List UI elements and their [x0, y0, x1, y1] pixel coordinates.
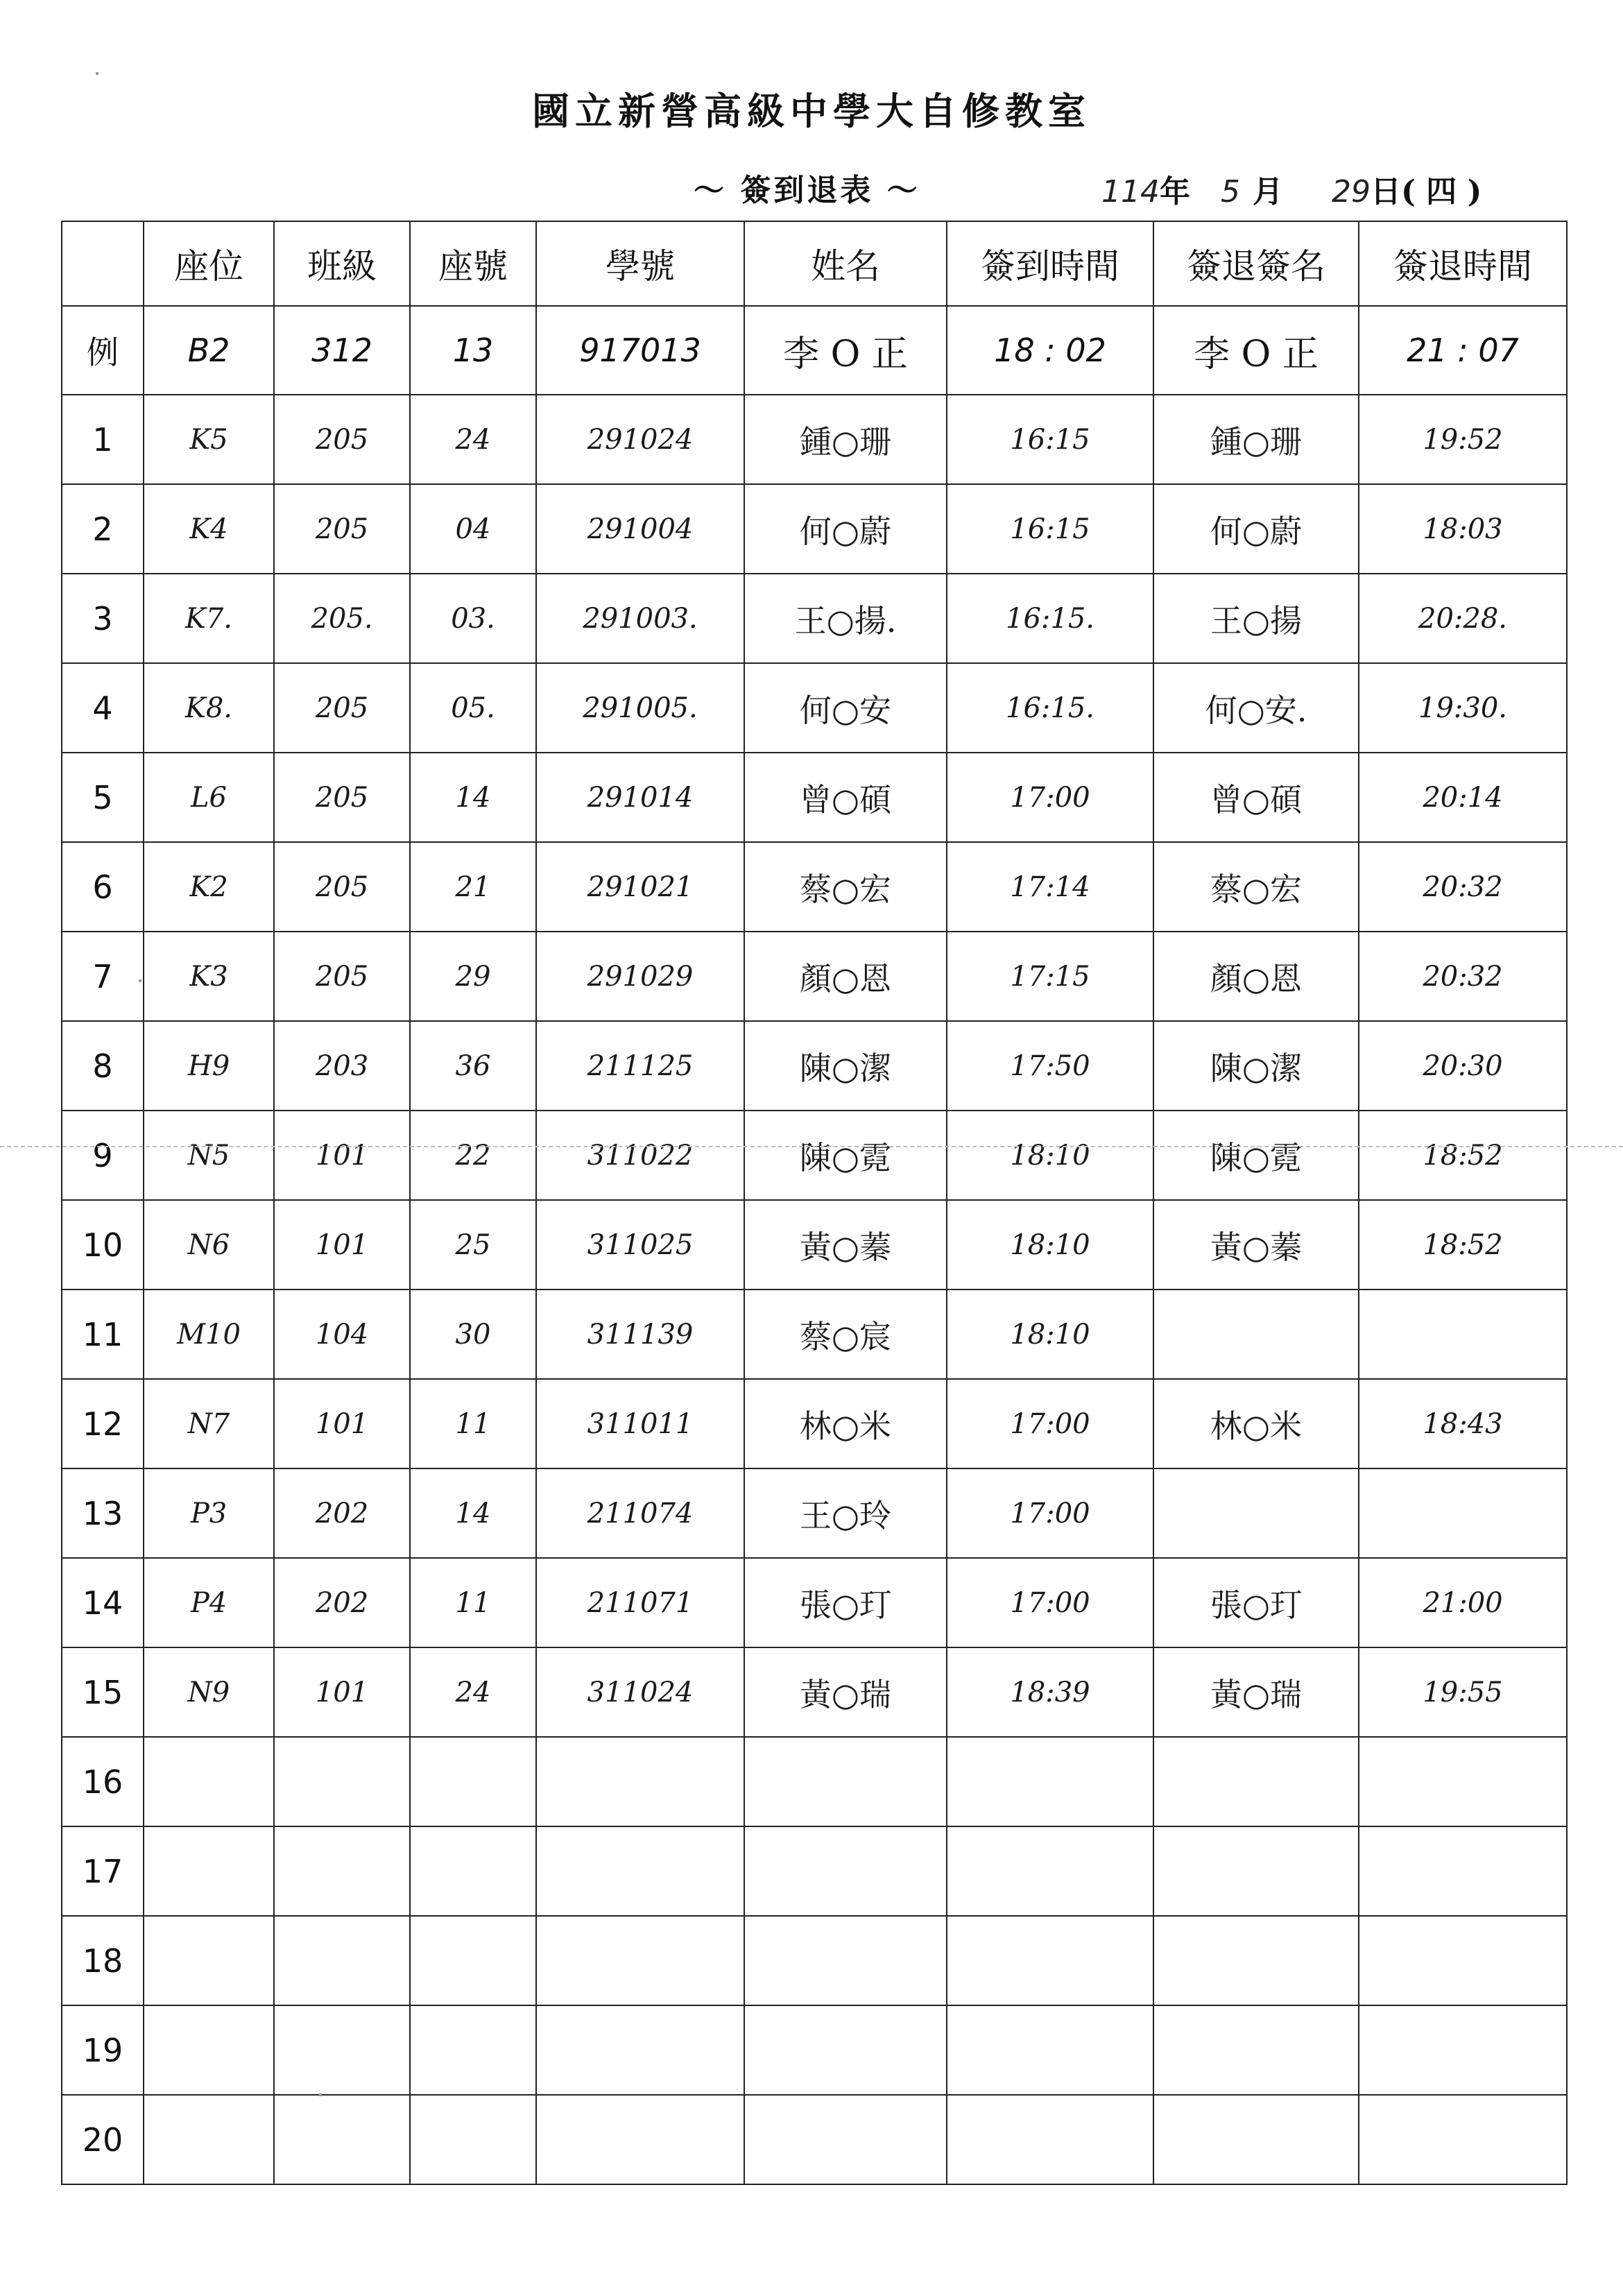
date-day: 29: [1331, 174, 1371, 209]
cell-name: 陳○潔: [744, 1021, 947, 1111]
header-index: [62, 221, 144, 306]
header-class: 班級: [274, 221, 410, 306]
cell-sign-out-signature: 何○安.: [1153, 663, 1359, 753]
cell-sign-out-time: 20:32: [1359, 842, 1567, 932]
cell-sign-in-time: [947, 2095, 1153, 2184]
header-name: 姓名: [744, 221, 947, 306]
cell-sign-out-signature: [1153, 1290, 1359, 1379]
cell-seat-number: 21: [410, 842, 536, 932]
cell-student-id: 291004: [536, 484, 744, 574]
cell-sign-out-time: [1359, 2005, 1567, 2095]
cell-seat: K2: [144, 842, 274, 932]
cell-class: 205: [274, 395, 410, 484]
example-seat: B2: [144, 306, 274, 395]
cell-sign-in-time: 17:00: [947, 1558, 1153, 1647]
row-index: 12: [62, 1379, 144, 1468]
cell-seat: K3: [144, 932, 274, 1021]
date-year-unit: 年: [1159, 174, 1190, 209]
cell-seat-number: [410, 2095, 536, 2184]
row-index: 20: [62, 2095, 144, 2184]
cell-sign-in-time: 18:10: [947, 1200, 1153, 1290]
cell-name: 王○揚.: [744, 574, 947, 663]
cell-student-id: 311025: [536, 1200, 744, 1290]
table-row: [62, 2095, 1567, 2184]
cell-sign-out-signature: 林○米: [1153, 1379, 1359, 1468]
cell-seat-number: [410, 2005, 536, 2095]
cell-sign-out-signature: 何○蔚: [1153, 484, 1359, 574]
row-index: 16: [62, 1737, 144, 1826]
cell-sign-in-time: 17:00: [947, 753, 1153, 842]
date-month: 5: [1220, 174, 1240, 209]
cell-class: [274, 1737, 410, 1826]
cell-seat-number: 29: [410, 932, 536, 1021]
cell-sign-in-time: 16:15.: [947, 663, 1153, 753]
cell-student-id: [536, 2095, 744, 2184]
header-sign-out-signature: 簽退簽名: [1153, 221, 1359, 306]
cell-sign-out-signature: [1153, 1737, 1359, 1826]
cell-class: 101: [274, 1379, 410, 1468]
cell-seat: H9: [144, 1021, 274, 1111]
cell-sign-in-time: 16:15: [947, 395, 1153, 484]
cell-student-id: [536, 1737, 744, 1826]
cell-name: [744, 1737, 947, 1826]
example-sign-out-signature: 李 O 正: [1153, 306, 1359, 395]
cell-name: 顏○恩: [744, 932, 947, 1021]
cell-sign-in-time: 16:15.: [947, 574, 1153, 663]
row-index: 8: [62, 1021, 144, 1111]
row-index: 14: [62, 1558, 144, 1647]
table-row: [62, 1916, 1567, 2005]
cell-seat-number: 25: [410, 1200, 536, 1290]
cell-student-id: 291024: [536, 395, 744, 484]
cell-sign-in-time: 18:10: [947, 1290, 1153, 1379]
row-index: 15: [62, 1647, 144, 1737]
table-header-row: [62, 221, 1567, 306]
cell-name: 王○玲: [744, 1468, 947, 1558]
cell-seat: L6: [144, 753, 274, 842]
cell-sign-out-time: [1359, 1826, 1567, 1916]
cell-seat: K8.: [144, 663, 274, 753]
cell-sign-out-time: 20:30: [1359, 1021, 1567, 1111]
cell-class: 205: [274, 484, 410, 574]
row-index: 17: [62, 1826, 144, 1916]
cell-seat: M10: [144, 1290, 274, 1379]
example-sign-out-time: 21 : 07: [1359, 306, 1567, 395]
cell-seat-number: 03.: [410, 574, 536, 663]
cell-class: 203: [274, 1021, 410, 1111]
cell-student-id: 211125: [536, 1021, 744, 1111]
cell-student-id: [536, 1826, 744, 1916]
cell-name: 張○玎: [744, 1558, 947, 1647]
row-index: 19: [62, 2005, 144, 2095]
cell-sign-in-time: [947, 1737, 1153, 1826]
cell-seat: K4: [144, 484, 274, 574]
cell-class: 205: [274, 753, 410, 842]
cell-student-id: 291003.: [536, 574, 744, 663]
cell-seat-number: 30: [410, 1290, 536, 1379]
cell-sign-in-time: 17:50: [947, 1021, 1153, 1111]
cell-sign-in-time: [947, 1916, 1153, 2005]
cell-sign-out-signature: 鍾○珊: [1153, 395, 1359, 484]
cell-name: 何○安: [744, 663, 947, 753]
header-sign-in-time: 簽到時間: [947, 221, 1153, 306]
cell-student-id: [536, 1916, 744, 2005]
scan-dot: [96, 72, 98, 75]
table-row: [62, 2005, 1567, 2095]
cell-sign-out-signature: [1153, 2005, 1359, 2095]
cell-seat-number: 24: [410, 395, 536, 484]
cell-class: 205: [274, 932, 410, 1021]
cell-student-id: 311024: [536, 1647, 744, 1737]
cell-sign-out-time: 18:52: [1359, 1200, 1567, 1290]
cell-sign-in-time: 18:39: [947, 1647, 1153, 1737]
cell-sign-out-time: 21:00: [1359, 1558, 1567, 1647]
cell-sign-out-time: 20:32: [1359, 932, 1567, 1021]
date-month-unit: 月: [1252, 174, 1283, 209]
table-row: [62, 574, 1567, 663]
cell-class: [274, 1916, 410, 2005]
header-seat-number: 座號: [410, 221, 536, 306]
cell-sign-out-signature: 張○玎: [1153, 1558, 1359, 1647]
cell-student-id: 211071: [536, 1558, 744, 1647]
cell-name: [744, 2005, 947, 2095]
cell-name: 陳○霓: [744, 1111, 947, 1200]
sign-in-out-table: [61, 221, 1568, 2185]
cell-sign-in-time: 17:14: [947, 842, 1153, 932]
cell-name: 鍾○珊: [744, 395, 947, 484]
cell-name: 曾○碩: [744, 753, 947, 842]
table-row: [62, 1647, 1567, 1737]
cell-class: [274, 2005, 410, 2095]
cell-student-id: 291021: [536, 842, 744, 932]
example-class: 312: [274, 306, 410, 395]
cell-seat-number: 11: [410, 1558, 536, 1647]
cell-name: [744, 1826, 947, 1916]
cell-name: 何○蔚: [744, 484, 947, 574]
date-year: 114: [1101, 174, 1160, 209]
cell-class: 101: [274, 1111, 410, 1200]
cell-sign-in-time: 16:15: [947, 484, 1153, 574]
cell-class: 202: [274, 1468, 410, 1558]
row-index: 1: [62, 395, 144, 484]
table-row: [62, 753, 1567, 842]
table-row: [62, 842, 1567, 932]
table-row: [62, 1826, 1567, 1916]
cell-sign-out-time: 20:14: [1359, 753, 1567, 842]
cell-class: 205.: [274, 574, 410, 663]
cell-sign-out-signature: [1153, 1826, 1359, 1916]
cell-sign-out-signature: 曾○碩: [1153, 753, 1359, 842]
table-body: [62, 395, 1567, 2184]
cell-class: [274, 2095, 410, 2184]
cell-class: 202: [274, 1558, 410, 1647]
cell-sign-in-time: [947, 2005, 1153, 2095]
cell-seat: [144, 2095, 274, 2184]
cell-student-id: 291029: [536, 932, 744, 1021]
cell-sign-out-signature: [1153, 1916, 1359, 2005]
cell-seat: N5: [144, 1111, 274, 1200]
cell-seat: K5: [144, 395, 274, 484]
cell-student-id: 211074: [536, 1468, 744, 1558]
cell-seat-number: 22: [410, 1111, 536, 1200]
date-weekday: ( 四 ): [1400, 174, 1482, 209]
cell-seat: N7: [144, 1379, 274, 1468]
table-row: [62, 1200, 1567, 1290]
row-index: 18: [62, 1916, 144, 2005]
cell-sign-out-time: [1359, 1468, 1567, 1558]
date-day-unit: 日: [1370, 174, 1401, 209]
cell-seat: K7.: [144, 574, 274, 663]
cell-sign-out-signature: 黃○蓁: [1153, 1200, 1359, 1290]
cell-seat-number: 04: [410, 484, 536, 574]
row-index: 13: [62, 1468, 144, 1558]
cell-seat-number: [410, 1826, 536, 1916]
row-index: 3: [62, 574, 144, 663]
cell-name: 蔡○宸: [744, 1290, 947, 1379]
cell-seat: P4: [144, 1558, 274, 1647]
cell-sign-out-time: 19:52: [1359, 395, 1567, 484]
cell-seat-number: 14: [410, 1468, 536, 1558]
example-label: 例: [62, 306, 144, 395]
cell-sign-out-time: [1359, 1290, 1567, 1379]
table-row: [62, 1290, 1567, 1379]
cell-sign-out-signature: [1153, 1468, 1359, 1558]
table-row: [62, 1021, 1567, 1111]
scan-artifact-line: [0, 1146, 1623, 1147]
row-index: 10: [62, 1200, 144, 1290]
cell-sign-out-time: 18:03: [1359, 484, 1567, 574]
cell-sign-out-time: 20:28.: [1359, 574, 1567, 663]
cell-sign-out-signature: [1153, 2095, 1359, 2184]
header-seat: 座位: [144, 221, 274, 306]
cell-seat-number: 36: [410, 1021, 536, 1111]
cell-name: 林○米: [744, 1379, 947, 1468]
cell-seat: N9: [144, 1647, 274, 1737]
cell-class: 205: [274, 842, 410, 932]
header-student-id: 學號: [536, 221, 744, 306]
cell-student-id: 291005.: [536, 663, 744, 753]
cell-name: [744, 1916, 947, 2005]
cell-name: 蔡○宏: [744, 842, 947, 932]
cell-class: 101: [274, 1647, 410, 1737]
table-row: [62, 395, 1567, 484]
cell-sign-in-time: [947, 1826, 1153, 1916]
cell-name: 黃○瑞: [744, 1647, 947, 1737]
cell-sign-in-time: 18:10: [947, 1111, 1153, 1200]
example-student-id: 917013: [536, 306, 744, 395]
cell-sign-out-time: 18:43: [1359, 1379, 1567, 1468]
cell-seat: [144, 1916, 274, 2005]
cell-student-id: 311011: [536, 1379, 744, 1468]
cell-class: 104: [274, 1290, 410, 1379]
table-row: [62, 1111, 1567, 1200]
row-index: 7: [62, 932, 144, 1021]
table-row: [62, 1468, 1567, 1558]
example-sign-in-time: 18 : 02: [947, 306, 1153, 395]
table-row: [62, 484, 1567, 574]
cell-seat: N6: [144, 1200, 274, 1290]
cell-seat-number: 11: [410, 1379, 536, 1468]
table-row: [62, 1737, 1567, 1826]
row-index: 4: [62, 663, 144, 753]
document-subtitle: ～ 簽到退表 ～: [694, 173, 920, 208]
row-index: 5: [62, 753, 144, 842]
cell-class: 205: [274, 663, 410, 753]
cell-seat-number: [410, 1916, 536, 2005]
cell-sign-out-time: 19:55: [1359, 1647, 1567, 1737]
cell-sign-out-signature: 黃○瑞: [1153, 1647, 1359, 1737]
table-row: [62, 663, 1567, 753]
scan-dot: [139, 979, 141, 982]
cell-seat-number: 05.: [410, 663, 536, 753]
cell-class: 101: [274, 1200, 410, 1290]
cell-sign-out-signature: 顏○恩: [1153, 932, 1359, 1021]
cell-student-id: 311139: [536, 1290, 744, 1379]
cell-name: [744, 2095, 947, 2184]
row-index: 6: [62, 842, 144, 932]
cell-sign-in-time: 17:15: [947, 932, 1153, 1021]
cell-sign-out-signature: 王○揚: [1153, 574, 1359, 663]
cell-sign-out-signature: 陳○潔: [1153, 1021, 1359, 1111]
cell-sign-out-time: [1359, 1737, 1567, 1826]
cell-seat-number: [410, 1737, 536, 1826]
cell-seat: [144, 1826, 274, 1916]
example-name: 李 O 正: [744, 306, 947, 395]
table-row: [62, 932, 1567, 1021]
cell-seat: P3: [144, 1468, 274, 1558]
cell-class: [274, 1826, 410, 1916]
scan-dot: [319, 2093, 322, 2096]
header-sign-out-time: 簽退時間: [1359, 221, 1567, 306]
table-row: [62, 1379, 1567, 1468]
cell-sign-in-time: 17:00: [947, 1468, 1153, 1558]
example-row: [62, 306, 1567, 395]
cell-sign-out-time: 19:30.: [1359, 663, 1567, 753]
cell-sign-out-signature: 陳○霓: [1153, 1111, 1359, 1200]
cell-student-id: 311022: [536, 1111, 744, 1200]
cell-seat: [144, 1737, 274, 1826]
cell-name: 黃○蓁: [744, 1200, 947, 1290]
cell-seat-number: 14: [410, 753, 536, 842]
cell-sign-out-time: [1359, 1916, 1567, 2005]
cell-sign-out-time: 18:52: [1359, 1111, 1567, 1200]
cell-seat-number: 24: [410, 1647, 536, 1737]
cell-sign-in-time: 17:00: [947, 1379, 1153, 1468]
document-title: 國立新營高級中學大自修教室: [532, 89, 1091, 133]
cell-student-id: [536, 2005, 744, 2095]
cell-sign-out-time: [1359, 2095, 1567, 2184]
table-row: [62, 1558, 1567, 1647]
row-index: 9: [62, 1111, 144, 1200]
cell-sign-out-signature: 蔡○宏: [1153, 842, 1359, 932]
example-seat-number: 13: [410, 306, 536, 395]
row-index: 2: [62, 484, 144, 574]
cell-seat: [144, 2005, 274, 2095]
row-index: 11: [62, 1290, 144, 1379]
date-line: [1101, 166, 1482, 211]
cell-student-id: 291014: [536, 753, 744, 842]
